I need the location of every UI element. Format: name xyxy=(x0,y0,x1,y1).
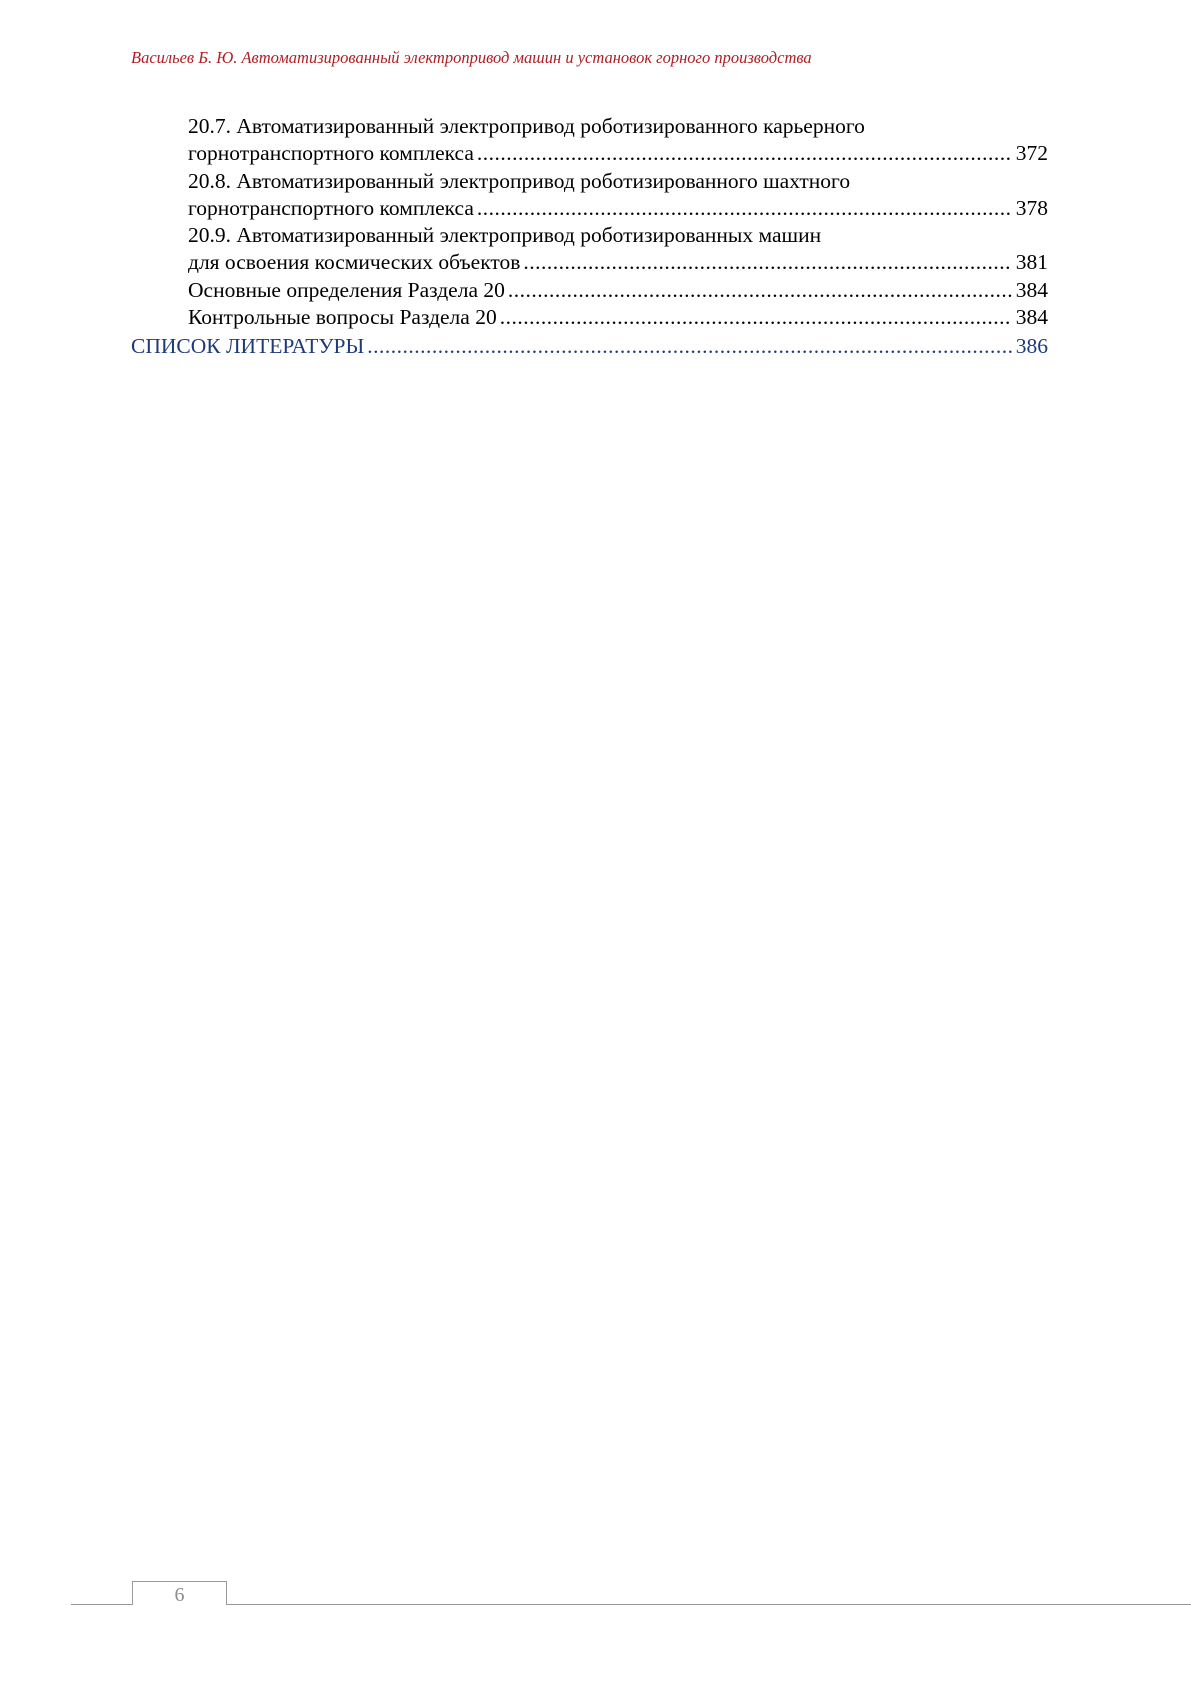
toc-entry-line xyxy=(188,249,1048,276)
toc-entry-line xyxy=(188,140,1048,167)
table-of-contents xyxy=(131,113,1048,361)
footer-rule-right xyxy=(227,1604,1191,1605)
toc-entry-title: 20.9. Автоматизированный электропривод роботизированных машин xyxy=(188,223,822,248)
toc-entry-bibliography[interactable] xyxy=(131,333,1048,360)
toc-page-number: 384 xyxy=(1015,305,1048,330)
toc-entry-title: 20.8. Автоматизированный электропривод роботизированного шахтного xyxy=(188,168,851,193)
toc-entry-title: Контрольные вопросы Раздела 20 xyxy=(188,305,497,330)
dot-leader xyxy=(523,249,1011,276)
dot-leader xyxy=(508,277,1012,304)
toc-entry-20-9[interactable] xyxy=(131,222,1048,277)
dot-leader xyxy=(367,333,1011,360)
toc-entry-20-8[interactable] xyxy=(131,168,1048,223)
toc-page-number: 381 xyxy=(1015,250,1048,275)
toc-entry-title: СПИСОК ЛИТЕРАТУРЫ xyxy=(131,334,365,359)
toc-entry-questions[interactable] xyxy=(131,304,1048,331)
toc-entry-title-cont: горнотранспортного комплекса xyxy=(188,141,474,166)
toc-entry-title: 20.7. Автоматизированный электропривод роботизированного карьерного xyxy=(188,114,865,138)
toc-entry-line xyxy=(188,277,1048,304)
footer-rule-left xyxy=(71,1604,132,1605)
toc-entry-20-7[interactable] xyxy=(131,113,1048,168)
toc-entry-line xyxy=(131,333,1048,360)
toc-page-number: 384 xyxy=(1015,277,1048,302)
toc-entry-line xyxy=(188,195,1048,222)
page-number: 6 xyxy=(174,1584,185,1606)
dot-leader xyxy=(500,304,1012,331)
toc-entry-title-cont: для освоения космических объектов xyxy=(188,250,521,275)
toc-entry-line xyxy=(188,304,1048,331)
running-header: Васильев Б. Ю. Автоматизированный электропривод машин и установок горного производства xyxy=(131,48,812,67)
toc-page-number: 378 xyxy=(1015,195,1048,220)
toc-page-number: 386 xyxy=(1015,334,1048,359)
toc-page-number: 372 xyxy=(1015,141,1048,166)
toc-entry-title: Основные определения Раздела 20 xyxy=(188,277,505,302)
dot-leader xyxy=(477,195,1012,222)
dot-leader xyxy=(477,140,1012,167)
toc-entry-definitions[interactable] xyxy=(131,277,1048,304)
page-number-tab xyxy=(132,1581,227,1605)
toc-entry-title-cont: горнотранспортного комплекса xyxy=(188,195,474,220)
